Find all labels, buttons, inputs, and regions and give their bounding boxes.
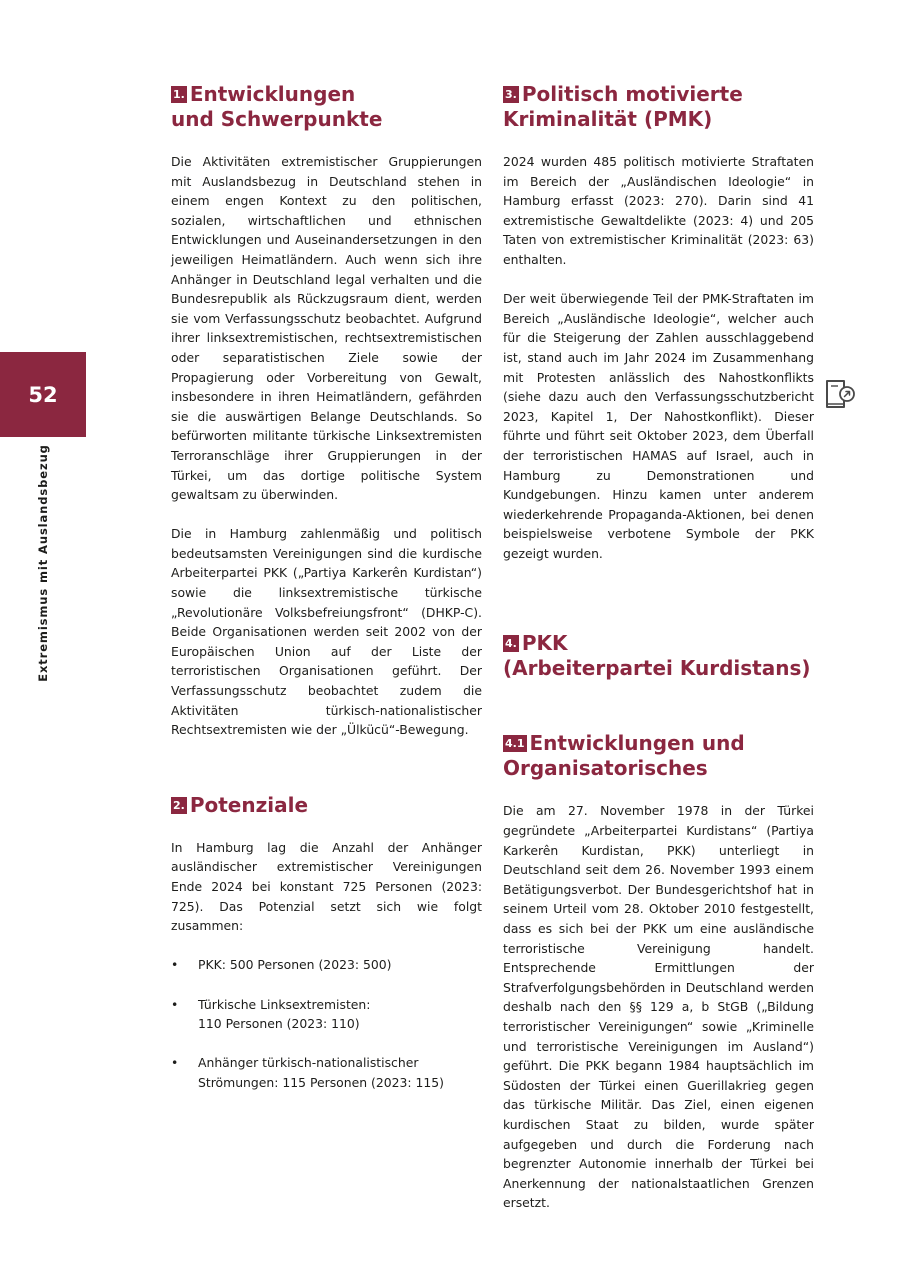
page-number-tab <box>0 352 86 437</box>
heading-1-number: 1. <box>173 88 185 101</box>
heading-4-title-line1: PKK <box>521 631 568 656</box>
bullet-dot: • <box>171 1055 179 1071</box>
heading-4-title-line2: (Arbeiterpartei Kurdistans) <box>503 656 811 681</box>
heading-3 <box>503 82 814 132</box>
heading-3-title-line2: Kriminalität (PMK) <box>503 107 713 131</box>
heading-2-title: Potenziale <box>189 792 309 817</box>
left-column <box>171 82 482 1093</box>
list-item-text-line2: 110 Personen (2023: 110) <box>198 1016 360 1032</box>
right-column <box>503 82 814 1213</box>
list-item <box>171 955 482 975</box>
heading-3-number: 3. <box>505 88 517 101</box>
heading-1 <box>171 82 482 132</box>
section-1-paragraph-2: Die in Hamburg zahlenmäßig und politisch bedeutsamsten Vereinigungen sind die kurdische Arbeiterpartei PKK („Partiya Karkerên Kurdistan“) sowie die linksextremistische türkische „Revolutionäre Volksbefreiungsfront“ (DHKP-C). Beide Organisationen werden seit 2002 von der Europäischen Union auf der Liste der terroristischen Organisationen geführt. Der Verfassungsschutz beobachtet zudem die Aktivitäten türkisch-nationalistischer Rechtsextremisten wie der „Ülkücü“-Bewegung. <box>171 526 482 738</box>
chapter-side-label: Extremismus mit Auslandsbezug <box>36 444 50 682</box>
section-2-paragraph-1: In Hamburg lag die Anzahl der Anhänger ausländischer extremistischer Vereinigungen Ende 2024 bei konstant 725 Personen (2023: 725). Das Potenzial setzt sich wie folgt zusammen: <box>171 839 482 934</box>
heading-2 <box>171 793 482 818</box>
heading-4-1-number: 4.1 <box>505 737 525 751</box>
heading-4-1 <box>503 731 814 781</box>
section-3-paragraph-1: 2024 wurden 485 politisch motivierte Straftaten im Bereich der „Ausländischen Ideologie“ in Hamburg erfasst (2023: 270). Darin sind 41 extremistische Gewaltdelikte (2023: 4) und 205 Taten von extremistischer Kriminalität (2023: 63) enthalten. <box>503 154 814 267</box>
heading-4-1-title-line1: Entwicklungen und <box>529 731 745 756</box>
list-item-text-line1: Anhänger türkisch-nationalistischer <box>198 1055 419 1071</box>
book-link-icon[interactable] <box>822 378 858 412</box>
bullet-dot: • <box>171 996 179 1012</box>
heading-1-title-line2: und Schwerpunkte <box>171 107 383 131</box>
section-1-paragraph-1: Die Aktivitäten extremistischer Gruppierungen mit Auslandsbezug in Deutschland stehen in einem engen Kontext zu den politischen, sozialen, wirtschaftlichen und ethnischen Entwicklungen und Auseinandersetzungen in den jeweiligen Heimatländern. Auch wenn sich ihre Anhänger in Deutschland legal verhalten und die Bundesrepublik als Rückzugsraum dient, werden sie vom Verfassungsschutz beobachtet. Aufgrund ihrer linksextremistischen, rechtsextremistischen oder separatistischen Ziele sowie der Propagierung oder Vorbereitung von Gewalt, insbesondere in ihren Heimatländern, gefährden sie die auswärtigen Belange Deutschlands. So befürworten militante türkische Linksextremisten Terroranschläge ihrer Gruppierungen in der Türkei, um das dortige politische System gewaltsam zu überwinden. <box>171 154 482 503</box>
page-number: 52 <box>28 382 58 407</box>
section-4-1-paragraph-1: Die am 27. November 1978 in der Türkei gegründete „Arbeiterpartei Kurdistans“ (Partiya Karkerên Kurdistan, PKK) unterliegt in Deutschland seit dem 26. November 1993 einem Betätigungsverbot. Der Bundesgerichtshof hat in seinem Urteil vom 28. Oktober 2010 festgestellt, dass es sich bei der PKK um eine ausländische terroristische Vereinigung handelt. Entsprechende Ermittlungen der Strafverfolgungsbehörden in Deutschland werden deshalb nach den §§ 129 a, b StGB („Bildung terroristischer Vereinigungen“ sowie „Kriminelle und terroristische Vereinigungen im Ausland“) geführt. Die PKK begann 1984 hauptsächlich im Südosten der Türkei einen Guerillakrieg gegen das türkische Militär. Das Ziel, einen eigenen kurdischen Staat zu bilden, wurde später aufgegeben und durch die Forderung nach begrenzter Autonomie innerhalb der Türkei bei Anerkennung der nationalstaatlichen Grenzen ersetzt. <box>503 803 814 1211</box>
heading-2-number: 2. <box>173 798 185 812</box>
list-item <box>171 1053 482 1092</box>
heading-4-1-title-line2: Organisatorisches <box>503 756 708 781</box>
heading-4-number: 4. <box>505 637 517 651</box>
list-item-text: PKK: 500 Personen (2023: 500) <box>198 957 392 973</box>
list-item-text-line1: Türkische Linksextremisten: <box>198 996 371 1012</box>
bullet-dot: • <box>171 957 179 973</box>
list-item <box>171 995 482 1034</box>
heading-4 <box>503 631 814 681</box>
section-3-paragraph-2: Der weit überwiegende Teil der PMK-Straftaten im Bereich „Ausländische Ideologie“, welcher auch für die Steigerung der Zahlen ausschlaggebend ist, stand auch im Jahr 2024 im Zusammenhang mit Protesten anlässlich des Nahostkonflikts (siehe dazu auch den Verfassungsschutzbericht 2023, Kapitel 1, Der Nahostkonflikt). Dieser führte und führt seit Oktober 2023, dem Überfall der terroristischen HAMAS auf Israel, auch in Hamburg zu Demonstrationen und Kundgebungen. Hinzu kamen unter anderem wiederkehrende Propaganda-Aktionen, bei denen beispielsweise verbotene Symbole der PKK gezeigt wurden. <box>503 291 814 561</box>
heading-3-title-line1: Politisch motivierte <box>521 82 743 106</box>
list-item-text-line2: Strömungen: 115 Personen (2023: 115) <box>198 1074 444 1090</box>
heading-1-title-line1: Entwicklungen <box>189 82 356 106</box>
potential-list <box>171 955 482 1092</box>
